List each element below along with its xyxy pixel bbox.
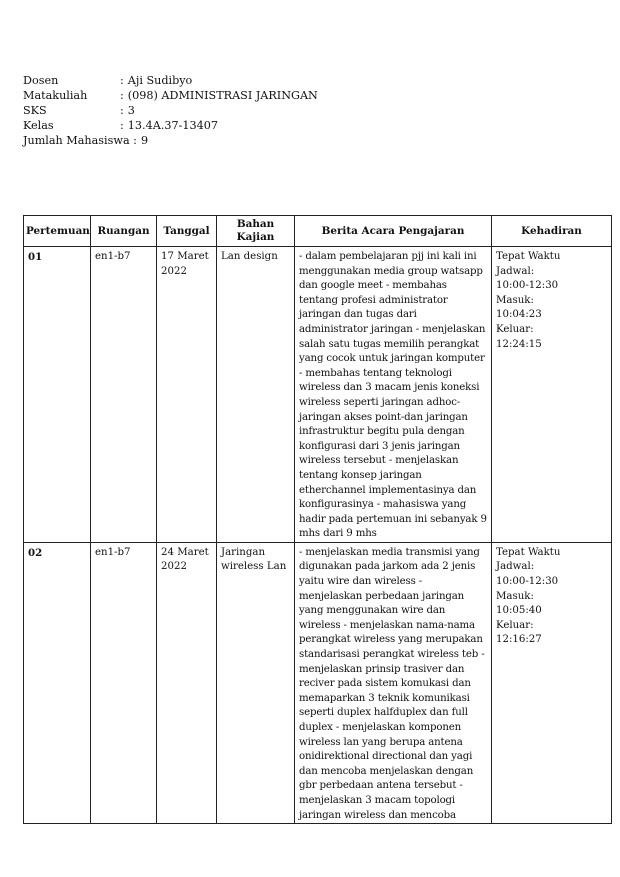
table-row — [24, 247, 612, 543]
kehadiran-keluar-label: Keluar: — [496, 619, 534, 631]
table-header-row — [24, 216, 612, 247]
cell-bahan-kajian: Jaringan wireless Lan — [217, 542, 295, 823]
kehadiran-masuk-value: 10:04:23 — [496, 309, 542, 321]
header-ruangan: Ruangan — [91, 216, 157, 247]
kehadiran-keluar-value: 12:24:15 — [496, 338, 542, 350]
cell-kehadiran — [492, 542, 612, 823]
info-row-kelas — [23, 118, 318, 133]
info-value-jumlah-mahasiswa: 9 — [140, 134, 149, 147]
cell-tanggal: 24 Maret 2022 — [157, 542, 217, 823]
info-separator: : — [120, 89, 124, 102]
attendance-table — [23, 215, 612, 824]
info-separator: : — [120, 119, 124, 132]
cell-berita-acara: - menjelaskan media transmisi yang digunakan pada jarkom ada 2 jenis yaitu wire dan wireless - menjelaskan perbedaan jaringan yang menggunakan wire dan wireless - menjelaskan nama-nama perangkat wireless yang merupakan standarisasi perangkat wireless teb - menjelaskan prinsip trasiver dan reciver pada sistem komukasi dan memaparkan 3 teknik komunikasi seperti duplex halfduplex dan full duplex - menjelaskan komponen wireless lan yang berupa antena onidirektional directional dan yagi dan mencoba menjelaskan dengan gbr perbedaan antena tersebut - menjelaskan 3 macam topologi jaringan wireless dan mencoba — [295, 542, 492, 823]
info-row-jumlah-mahasiswa — [23, 133, 318, 148]
info-label: SKS — [23, 104, 47, 117]
cell-kehadiran — [492, 247, 612, 543]
header-bahan-kajian: Bahan Kajian — [217, 216, 295, 247]
info-value-kelas: 13.4A.37-13407 — [127, 119, 218, 132]
info-value-matakuliah: (098) ADMINISTRASI JARINGAN — [127, 89, 318, 102]
info-label: Kelas — [23, 119, 54, 132]
header-kehadiran: Kehadiran — [492, 216, 612, 247]
cell-pertemuan: 01 — [24, 247, 91, 543]
info-value-dosen: Aji Sudibyo — [127, 74, 193, 87]
info-row-dosen — [23, 73, 318, 88]
kehadiran-masuk-value: 10:05:40 — [496, 605, 542, 617]
kehadiran-jadwal-label: Jadwal: — [496, 265, 535, 277]
info-separator: : — [129, 134, 137, 147]
kehadiran-masuk-label: Masuk: — [496, 294, 534, 306]
cell-ruangan: en1-b7 — [91, 247, 157, 543]
kehadiran-jadwal-value: 10:00-12:30 — [496, 280, 559, 292]
header-pertemuan: Pertemuan — [24, 216, 91, 247]
cell-berita-acara: - dalam pembelajaran pjj ini kali ini menggunakan media group watsapp dan google meet - membahas tentang profesi administrator jaringan dan tugas dari administrator jaringan - menjelaskan salah satu tugas memilih perangkat yang cocok untuk jaringan komputer - membahas tentang teknologi wireless dan 3 macam jenis koneksi wireless seperti jaringan adhoc-jaringan akses point-dan jaringan infrastruktur begitu pula dengan konfigurasi dari 3 jenis jaringan wireless tersebut - menjelaskan tentang konsep jaringan etherchannel implementasinya dan konfigurasinya - mahasiswa yang hadir pada pertemuan ini sebanyak 9 mhs dari 9 mhs — [295, 247, 492, 543]
kehadiran-status: Tepat Waktu — [496, 251, 561, 262]
cell-ruangan: en1-b7 — [91, 542, 157, 823]
header-tanggal: Tanggal — [157, 216, 217, 247]
info-separator: : — [120, 74, 124, 87]
info-label: Dosen — [23, 74, 59, 87]
kehadiran-jadwal-label: Jadwal: — [496, 561, 535, 573]
info-row-matakuliah — [23, 88, 318, 103]
info-row-sks — [23, 103, 318, 118]
info-label: Matakuliah — [23, 89, 88, 102]
cell-bahan-kajian: Lan design — [217, 247, 295, 543]
kehadiran-keluar-label: Keluar: — [496, 323, 534, 335]
info-value-sks: 3 — [127, 104, 135, 117]
cell-tanggal: 17 Maret 2022 — [157, 247, 217, 543]
kehadiran-jadwal-value: 10:00-12:30 — [496, 576, 559, 588]
header-berita-acara: Berita Acara Pengajaran — [295, 216, 492, 247]
kehadiran-status: Tepat Waktu — [496, 546, 561, 558]
kehadiran-masuk-label: Masuk: — [496, 590, 534, 602]
info-separator: : — [120, 104, 124, 117]
course-info — [23, 73, 318, 148]
info-label: Jumlah Mahasiswa — [23, 134, 130, 147]
cell-pertemuan: 02 — [24, 542, 91, 823]
table-row — [24, 542, 612, 823]
kehadiran-keluar-value: 12:16:27 — [496, 634, 542, 646]
